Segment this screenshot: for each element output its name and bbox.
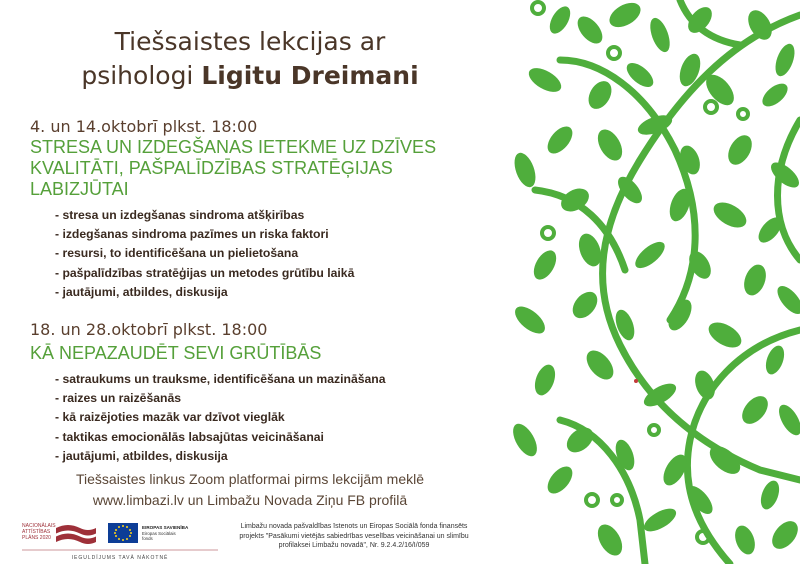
leaf-icon <box>758 79 791 111</box>
list-item: - kā raizējoties mazāk var dzīvot vieglāk <box>55 410 285 425</box>
leaf-icon <box>704 317 745 352</box>
list-item: - pašpalīdzības stratēģijas un metodes grūtību laikā <box>55 265 355 280</box>
latvia-flag-icon <box>56 525 96 544</box>
red-dot <box>634 379 638 383</box>
list-item: - stresa un izdegšanas sindroma atšķirības <box>55 208 305 222</box>
list-item: - taktikas emocionālās labsajūtas veicināšanai <box>55 429 324 444</box>
leaf-icon <box>723 131 756 169</box>
lecture1-heading-line3: LABIZJŪTAI <box>30 179 129 199</box>
project-info-line1: Limbažu novada pašvaldības īstenots un Eiropas Sociālā fonda finansēts <box>240 523 468 530</box>
nap-logo-line3: PLĀNS 2020 <box>22 535 51 541</box>
title-prefix: psihologi <box>81 61 202 90</box>
leaf-icon <box>531 362 559 398</box>
nap-logo-line1: NACIONĀLAIS <box>22 523 56 529</box>
project-info-line3: profilaksei Limbažu novadā", Nr. 9.2.4.2/16/I/059 <box>278 542 430 549</box>
leaf-icon <box>510 302 549 339</box>
project-info <box>228 522 480 551</box>
leaf-icon <box>631 237 669 272</box>
leaf-icon <box>593 520 627 559</box>
leaf-icon <box>740 262 770 299</box>
slogan: IEGULDĪJUMS TAVĀ NĀKOTNĒ <box>71 555 169 561</box>
leaf-icon <box>584 77 616 113</box>
lecture1-heading-line2: KVALITĀTI, PAŠPALĪDZĪBAS STRATĒĢIJAS <box>30 158 393 178</box>
leaf-icon <box>525 63 565 97</box>
list-item: - jautājumi, atbildes, diskusija <box>55 284 228 299</box>
leaf-icon <box>510 150 539 190</box>
lecturer-name: Ligitu Dreimani <box>201 61 419 90</box>
note-line2: www.limbazi.lv un Limbažu Novada Ziņu FB profilā <box>92 492 408 508</box>
leaf-icon <box>546 3 575 37</box>
leaf-icon <box>709 197 750 232</box>
leaf-icon <box>731 523 758 557</box>
project-info-line2: projekts "Pasākumi vietējās sabiedrības veselības veicināšanai un slimību <box>239 532 469 540</box>
decorative-vines <box>495 0 800 564</box>
leaf-icon <box>767 516 800 553</box>
leaf-icon <box>737 391 773 428</box>
lecture2-heading: KĀ NEPAZAUDĒT SEVI GRŪTĪBĀS <box>30 343 322 363</box>
lecture1-topic-list <box>55 206 354 302</box>
lecture2-topic-list <box>55 370 386 466</box>
leaf-icon <box>775 401 800 438</box>
leaf-icon <box>568 287 603 323</box>
lecture1-date: 4. un 14.oktobrī plkst. 18:00 <box>30 117 258 136</box>
leaf-icon <box>772 41 799 78</box>
nap-logo-line2: ATTĪSTĪBAS <box>22 529 51 535</box>
leaf-cluster <box>508 0 800 560</box>
funding-logos <box>18 520 228 564</box>
list-item: - izdegšanas sindroma pazīmes un riska faktori <box>55 227 329 242</box>
eu-logo-line1: EIROPAS SAVIENĪBA <box>142 525 189 530</box>
leaf-icon <box>543 462 577 498</box>
leaf-icon <box>529 247 561 284</box>
poster-title-line2 <box>0 60 500 92</box>
leaf-icon <box>640 504 679 536</box>
leaf-icon <box>605 0 644 32</box>
leaf-icon <box>773 282 800 318</box>
list-item: - raizes un raizēšanās <box>55 391 181 406</box>
poster-title-line1: Tiešsaistes lekcijas ar <box>114 27 386 56</box>
leaf-icon <box>762 343 787 377</box>
lecture2-date: 18. un 28.oktobrī plkst. 18:00 <box>30 320 268 339</box>
leaf-icon <box>573 12 607 48</box>
leaf-icon <box>581 346 618 385</box>
leaf-icon <box>593 125 627 164</box>
eu-flag-icon <box>108 523 138 543</box>
leaf-icon <box>508 420 542 460</box>
eu-logo-line3: fonds <box>142 536 153 541</box>
list-item: - satraukums un trauksme, identificēšana un mazināšana <box>55 372 386 386</box>
note-line1: Tiešsaistes linkus Zoom platformai pirms lekcijām meklē <box>75 471 425 487</box>
leaf-icon <box>543 122 577 158</box>
list-item: - jautājumi, atbildes, diskusija <box>55 448 228 463</box>
eu-logo-line2: Eiropas Sociālais <box>142 531 176 536</box>
list-item: - resursi, to identificēšana un pielietošana <box>55 246 299 261</box>
leaf-icon <box>757 478 782 512</box>
lecture1-heading-line1: STRESA UN IZDEGŠANAS IETEKME UZ DZĪVES <box>30 137 437 157</box>
leaf-icon <box>646 15 673 54</box>
